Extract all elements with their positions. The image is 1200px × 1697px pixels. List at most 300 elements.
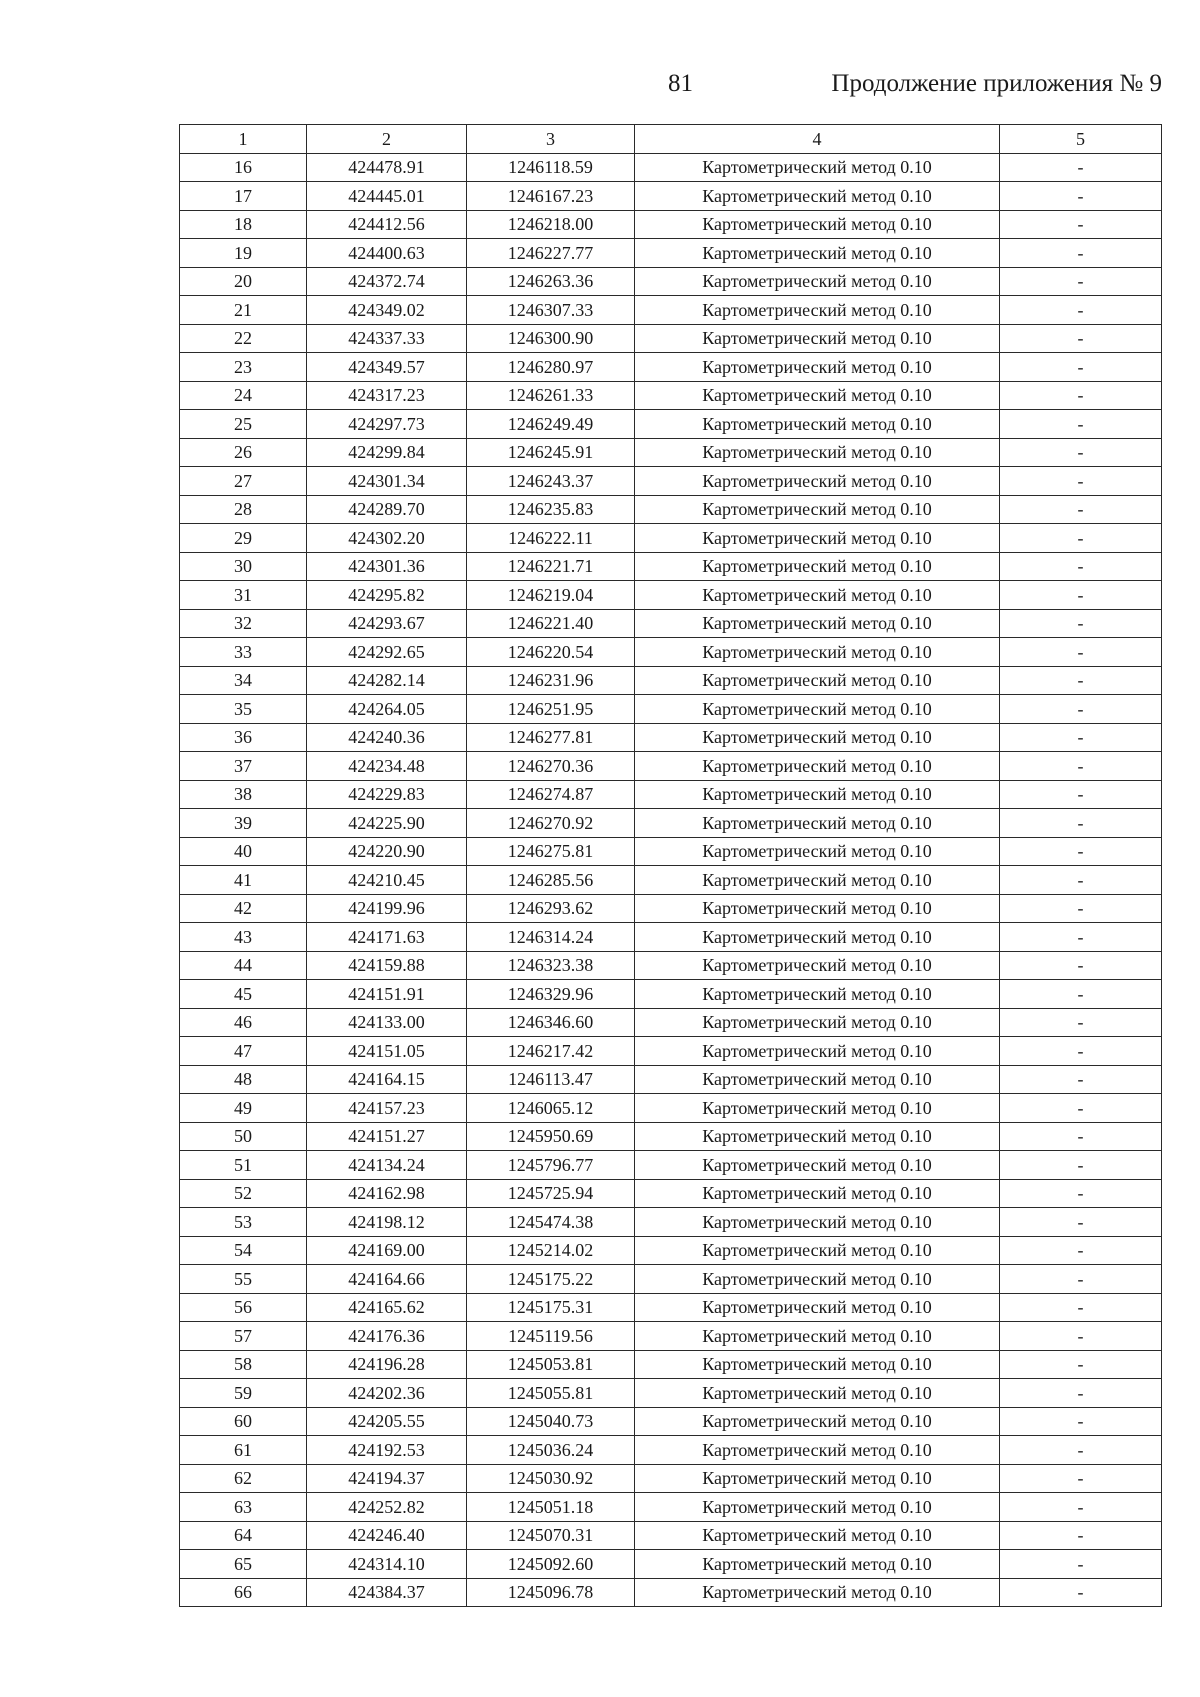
x-coordinate-cell: 424314.10 [307,1550,467,1579]
x-coordinate-cell: 424317.23 [307,381,467,410]
note-cell: - [1000,1464,1162,1493]
x-coordinate-cell: 424252.82 [307,1493,467,1522]
x-coordinate-cell: 424176.36 [307,1322,467,1351]
point-number-cell: 54 [180,1236,307,1265]
point-number-cell: 61 [180,1436,307,1465]
column-header: 5 [1000,125,1162,154]
note-cell: - [1000,1379,1162,1408]
method-cell: Картометрический метод 0.10 [635,752,1000,781]
table-row [180,837,1162,866]
point-number-cell: 19 [180,239,307,268]
note-cell: - [1000,1037,1162,1066]
note-cell: - [1000,1493,1162,1522]
x-coordinate-cell: 424210.45 [307,866,467,895]
y-coordinate-cell: 1245950.69 [467,1122,635,1151]
y-coordinate-cell: 1246314.24 [467,923,635,952]
page-header [0,70,1200,106]
x-coordinate-cell: 424384.37 [307,1578,467,1607]
method-cell: Картометрический метод 0.10 [635,210,1000,239]
table-row [180,1379,1162,1408]
y-coordinate-cell: 1245070.31 [467,1521,635,1550]
table-row [180,410,1162,439]
y-coordinate-cell: 1246221.71 [467,552,635,581]
note-cell: - [1000,638,1162,667]
note-cell: - [1000,495,1162,524]
note-cell: - [1000,1550,1162,1579]
table-row [180,381,1162,410]
x-coordinate-cell: 424234.48 [307,752,467,781]
coordinates-table-body [180,125,1162,1607]
note-cell: - [1000,1208,1162,1237]
x-coordinate-cell: 424246.40 [307,1521,467,1550]
method-cell: Картометрический метод 0.10 [635,1179,1000,1208]
point-number-cell: 25 [180,410,307,439]
method-cell: Картометрический метод 0.10 [635,980,1000,1009]
note-cell: - [1000,552,1162,581]
note-cell: - [1000,695,1162,724]
point-number-cell: 30 [180,552,307,581]
method-cell: Картометрический метод 0.10 [635,410,1000,439]
note-cell: - [1000,267,1162,296]
method-cell: Картометрический метод 0.10 [635,1322,1000,1351]
point-number-cell: 45 [180,980,307,1009]
point-number-cell: 18 [180,210,307,239]
y-coordinate-cell: 1245040.73 [467,1407,635,1436]
note-cell: - [1000,239,1162,268]
table-row [180,1436,1162,1465]
x-coordinate-cell: 424159.88 [307,951,467,980]
y-coordinate-cell: 1246220.54 [467,638,635,667]
method-cell: Картометрический метод 0.10 [635,1521,1000,1550]
y-coordinate-cell: 1246293.62 [467,894,635,923]
x-coordinate-cell: 424202.36 [307,1379,467,1408]
table-row [180,296,1162,325]
x-coordinate-cell: 424164.66 [307,1265,467,1294]
table-row [180,324,1162,353]
x-coordinate-cell: 424349.02 [307,296,467,325]
note-cell: - [1000,210,1162,239]
method-cell: Картометрический метод 0.10 [635,438,1000,467]
table-row [180,951,1162,980]
table-row [180,1236,1162,1265]
table-row [180,1008,1162,1037]
x-coordinate-cell: 424295.82 [307,581,467,610]
point-number-cell: 63 [180,1493,307,1522]
x-coordinate-cell: 424171.63 [307,923,467,952]
y-coordinate-cell: 1246118.59 [467,153,635,182]
point-number-cell: 22 [180,324,307,353]
y-coordinate-cell: 1245096.78 [467,1578,635,1607]
point-number-cell: 41 [180,866,307,895]
x-coordinate-cell: 424151.05 [307,1037,467,1066]
y-coordinate-cell: 1245051.18 [467,1493,635,1522]
table-row [180,438,1162,467]
x-coordinate-cell: 424205.55 [307,1407,467,1436]
point-number-cell: 39 [180,809,307,838]
point-number-cell: 26 [180,438,307,467]
method-cell: Картометрический метод 0.10 [635,1122,1000,1151]
table-row [180,609,1162,638]
table-row [180,1122,1162,1151]
point-number-cell: 37 [180,752,307,781]
y-coordinate-cell: 1246270.36 [467,752,635,781]
point-number-cell: 53 [180,1208,307,1237]
point-number-cell: 32 [180,609,307,638]
point-number-cell: 42 [180,894,307,923]
method-cell: Картометрический метод 0.10 [635,495,1000,524]
note-cell: - [1000,1236,1162,1265]
y-coordinate-cell: 1246221.40 [467,609,635,638]
note-cell: - [1000,1151,1162,1180]
point-number-cell: 23 [180,353,307,382]
method-cell: Картометрический метод 0.10 [635,894,1000,923]
x-coordinate-cell: 424292.65 [307,638,467,667]
table-row [180,467,1162,496]
table-row [180,552,1162,581]
table-row [180,1265,1162,1294]
method-cell: Картометрический метод 0.10 [635,324,1000,353]
point-number-cell: 38 [180,780,307,809]
y-coordinate-cell: 1245214.02 [467,1236,635,1265]
note-cell: - [1000,1350,1162,1379]
note-cell: - [1000,467,1162,496]
table-row [180,495,1162,524]
y-coordinate-cell: 1245053.81 [467,1350,635,1379]
point-number-cell: 47 [180,1037,307,1066]
y-coordinate-cell: 1245092.60 [467,1550,635,1579]
method-cell: Картометрический метод 0.10 [635,182,1000,211]
column-header: 2 [307,125,467,154]
note-cell: - [1000,438,1162,467]
y-coordinate-cell: 1246218.00 [467,210,635,239]
y-coordinate-cell: 1245036.24 [467,1436,635,1465]
table-row [180,894,1162,923]
table-row [180,752,1162,781]
point-number-cell: 51 [180,1151,307,1180]
x-coordinate-cell: 424134.24 [307,1151,467,1180]
point-number-cell: 64 [180,1521,307,1550]
point-number-cell: 65 [180,1550,307,1579]
x-coordinate-cell: 424220.90 [307,837,467,866]
note-cell: - [1000,866,1162,895]
point-number-cell: 62 [180,1464,307,1493]
table-row [180,1350,1162,1379]
method-cell: Картометрический метод 0.10 [635,837,1000,866]
y-coordinate-cell: 1246329.96 [467,980,635,1009]
point-number-cell: 46 [180,1008,307,1037]
column-header: 4 [635,125,1000,154]
note-cell: - [1000,951,1162,980]
y-coordinate-cell: 1245474.38 [467,1208,635,1237]
method-cell: Картометрический метод 0.10 [635,695,1000,724]
table-row [180,1322,1162,1351]
y-coordinate-cell: 1246222.11 [467,524,635,553]
x-coordinate-cell: 424162.98 [307,1179,467,1208]
table-row [180,524,1162,553]
table-row [180,1037,1162,1066]
note-cell: - [1000,666,1162,695]
method-cell: Картометрический метод 0.10 [635,951,1000,980]
table-row [180,1094,1162,1123]
y-coordinate-cell: 1245119.56 [467,1322,635,1351]
method-cell: Картометрический метод 0.10 [635,1151,1000,1180]
x-coordinate-cell: 424412.56 [307,210,467,239]
note-cell: - [1000,353,1162,382]
table-row [180,239,1162,268]
table-row [180,581,1162,610]
point-number-cell: 16 [180,153,307,182]
x-coordinate-cell: 424302.20 [307,524,467,553]
note-cell: - [1000,894,1162,923]
method-cell: Картометрический метод 0.10 [635,1379,1000,1408]
x-coordinate-cell: 424299.84 [307,438,467,467]
column-header: 1 [180,125,307,154]
point-number-cell: 34 [180,666,307,695]
table-row [180,723,1162,752]
note-cell: - [1000,609,1162,638]
point-number-cell: 36 [180,723,307,752]
point-number-cell: 57 [180,1322,307,1351]
method-cell: Картометрический метод 0.10 [635,1464,1000,1493]
note-cell: - [1000,1065,1162,1094]
x-coordinate-cell: 424229.83 [307,780,467,809]
x-coordinate-cell: 424349.57 [307,353,467,382]
y-coordinate-cell: 1246270.92 [467,809,635,838]
point-number-cell: 49 [180,1094,307,1123]
point-number-cell: 58 [180,1350,307,1379]
table-row [180,1493,1162,1522]
x-coordinate-cell: 424301.34 [307,467,467,496]
y-coordinate-cell: 1246065.12 [467,1094,635,1123]
x-coordinate-cell: 424151.27 [307,1122,467,1151]
note-cell: - [1000,1322,1162,1351]
method-cell: Картометрический метод 0.10 [635,866,1000,895]
method-cell: Картометрический метод 0.10 [635,638,1000,667]
table-row [180,1550,1162,1579]
y-coordinate-cell: 1246275.81 [467,837,635,866]
x-coordinate-cell: 424400.63 [307,239,467,268]
x-coordinate-cell: 424372.74 [307,267,467,296]
y-coordinate-cell: 1246245.91 [467,438,635,467]
y-coordinate-cell: 1246235.83 [467,495,635,524]
table-row [180,1407,1162,1436]
table-row [180,809,1162,838]
y-coordinate-cell: 1246227.77 [467,239,635,268]
point-number-cell: 60 [180,1407,307,1436]
point-number-cell: 66 [180,1578,307,1607]
method-cell: Картометрический метод 0.10 [635,581,1000,610]
page-number: 81 [668,70,693,97]
note-cell: - [1000,809,1162,838]
note-cell: - [1000,182,1162,211]
method-cell: Картометрический метод 0.10 [635,153,1000,182]
method-cell: Картометрический метод 0.10 [635,609,1000,638]
note-cell: - [1000,324,1162,353]
x-coordinate-cell: 424194.37 [307,1464,467,1493]
table-row [180,1293,1162,1322]
x-coordinate-cell: 424337.33 [307,324,467,353]
method-cell: Картометрический метод 0.10 [635,1208,1000,1237]
x-coordinate-cell: 424199.96 [307,894,467,923]
method-cell: Картометрический метод 0.10 [635,239,1000,268]
method-cell: Картометрический метод 0.10 [635,1008,1000,1037]
method-cell: Картометрический метод 0.10 [635,552,1000,581]
method-cell: Картометрический метод 0.10 [635,1236,1000,1265]
note-cell: - [1000,837,1162,866]
x-coordinate-cell: 424264.05 [307,695,467,724]
point-number-cell: 20 [180,267,307,296]
method-cell: Картометрический метод 0.10 [635,267,1000,296]
note-cell: - [1000,296,1162,325]
note-cell: - [1000,1094,1162,1123]
table-row [180,1065,1162,1094]
table-row [180,153,1162,182]
y-coordinate-cell: 1245030.92 [467,1464,635,1493]
x-coordinate-cell: 424445.01 [307,182,467,211]
table-row [180,182,1162,211]
y-coordinate-cell: 1246231.96 [467,666,635,695]
x-coordinate-cell: 424169.00 [307,1236,467,1265]
method-cell: Картометрический метод 0.10 [635,1407,1000,1436]
method-cell: Картометрический метод 0.10 [635,1350,1000,1379]
point-number-cell: 24 [180,381,307,410]
method-cell: Картометрический метод 0.10 [635,809,1000,838]
table-row [180,980,1162,1009]
x-coordinate-cell: 424165.62 [307,1293,467,1322]
method-cell: Картометрический метод 0.10 [635,1037,1000,1066]
y-coordinate-cell: 1246274.87 [467,780,635,809]
note-cell: - [1000,1521,1162,1550]
note-cell: - [1000,780,1162,809]
point-number-cell: 44 [180,951,307,980]
y-coordinate-cell: 1246249.49 [467,410,635,439]
note-cell: - [1000,723,1162,752]
method-cell: Картометрический метод 0.10 [635,467,1000,496]
point-number-cell: 29 [180,524,307,553]
x-coordinate-cell: 424157.23 [307,1094,467,1123]
method-cell: Картометрический метод 0.10 [635,1094,1000,1123]
method-cell: Картометрический метод 0.10 [635,1265,1000,1294]
y-coordinate-cell: 1245725.94 [467,1179,635,1208]
y-coordinate-cell: 1246285.56 [467,866,635,895]
table-row [180,666,1162,695]
point-number-cell: 35 [180,695,307,724]
table-row [180,638,1162,667]
note-cell: - [1000,1293,1162,1322]
y-coordinate-cell: 1245796.77 [467,1151,635,1180]
table-row [180,695,1162,724]
point-number-cell: 40 [180,837,307,866]
x-coordinate-cell: 424297.73 [307,410,467,439]
note-cell: - [1000,524,1162,553]
method-cell: Картометрический метод 0.10 [635,1578,1000,1607]
point-number-cell: 21 [180,296,307,325]
note-cell: - [1000,1008,1162,1037]
x-coordinate-cell: 424192.53 [307,1436,467,1465]
note-cell: - [1000,1578,1162,1607]
y-coordinate-cell: 1246167.23 [467,182,635,211]
note-cell: - [1000,1179,1162,1208]
table-row [180,1464,1162,1493]
table-row [180,267,1162,296]
point-number-cell: 31 [180,581,307,610]
x-coordinate-cell: 424301.36 [307,552,467,581]
y-coordinate-cell: 1246300.90 [467,324,635,353]
note-cell: - [1000,1265,1162,1294]
x-coordinate-cell: 424133.00 [307,1008,467,1037]
note-cell: - [1000,581,1162,610]
x-coordinate-cell: 424151.91 [307,980,467,1009]
point-number-cell: 56 [180,1293,307,1322]
table-row [180,210,1162,239]
y-coordinate-cell: 1245055.81 [467,1379,635,1408]
note-cell: - [1000,980,1162,1009]
method-cell: Картометрический метод 0.10 [635,381,1000,410]
point-number-cell: 48 [180,1065,307,1094]
method-cell: Картометрический метод 0.10 [635,723,1000,752]
point-number-cell: 17 [180,182,307,211]
x-coordinate-cell: 424164.15 [307,1065,467,1094]
note-cell: - [1000,410,1162,439]
point-number-cell: 55 [180,1265,307,1294]
point-number-cell: 50 [180,1122,307,1151]
point-number-cell: 28 [180,495,307,524]
y-coordinate-cell: 1246251.95 [467,695,635,724]
note-cell: - [1000,153,1162,182]
method-cell: Картометрический метод 0.10 [635,524,1000,553]
table-row [180,353,1162,382]
y-coordinate-cell: 1246217.42 [467,1037,635,1066]
table-row [180,866,1162,895]
x-coordinate-cell: 424198.12 [307,1208,467,1237]
x-coordinate-cell: 424289.70 [307,495,467,524]
point-number-cell: 59 [180,1379,307,1408]
y-coordinate-cell: 1246219.04 [467,581,635,610]
point-number-cell: 52 [180,1179,307,1208]
method-cell: Картометрический метод 0.10 [635,1293,1000,1322]
method-cell: Картометрический метод 0.10 [635,1493,1000,1522]
x-coordinate-cell: 424196.28 [307,1350,467,1379]
y-coordinate-cell: 1246113.47 [467,1065,635,1094]
point-number-cell: 27 [180,467,307,496]
note-cell: - [1000,923,1162,952]
table-row [180,923,1162,952]
method-cell: Картометрический метод 0.10 [635,666,1000,695]
y-coordinate-cell: 1245175.31 [467,1293,635,1322]
y-coordinate-cell: 1246346.60 [467,1008,635,1037]
note-cell: - [1000,1122,1162,1151]
y-coordinate-cell: 1246263.36 [467,267,635,296]
method-cell: Картометрический метод 0.10 [635,296,1000,325]
x-coordinate-cell: 424240.36 [307,723,467,752]
point-number-cell: 43 [180,923,307,952]
y-coordinate-cell: 1246261.33 [467,381,635,410]
x-coordinate-cell: 424478.91 [307,153,467,182]
column-header: 3 [467,125,635,154]
method-cell: Картометрический метод 0.10 [635,780,1000,809]
table-row [180,1578,1162,1607]
note-cell: - [1000,752,1162,781]
x-coordinate-cell: 424293.67 [307,609,467,638]
note-cell: - [1000,1436,1162,1465]
method-cell: Картометрический метод 0.10 [635,1065,1000,1094]
x-coordinate-cell: 424225.90 [307,809,467,838]
coordinates-table [179,124,1162,1607]
table-row [180,1151,1162,1180]
y-coordinate-cell: 1245175.22 [467,1265,635,1294]
x-coordinate-cell: 424282.14 [307,666,467,695]
y-coordinate-cell: 1246280.97 [467,353,635,382]
